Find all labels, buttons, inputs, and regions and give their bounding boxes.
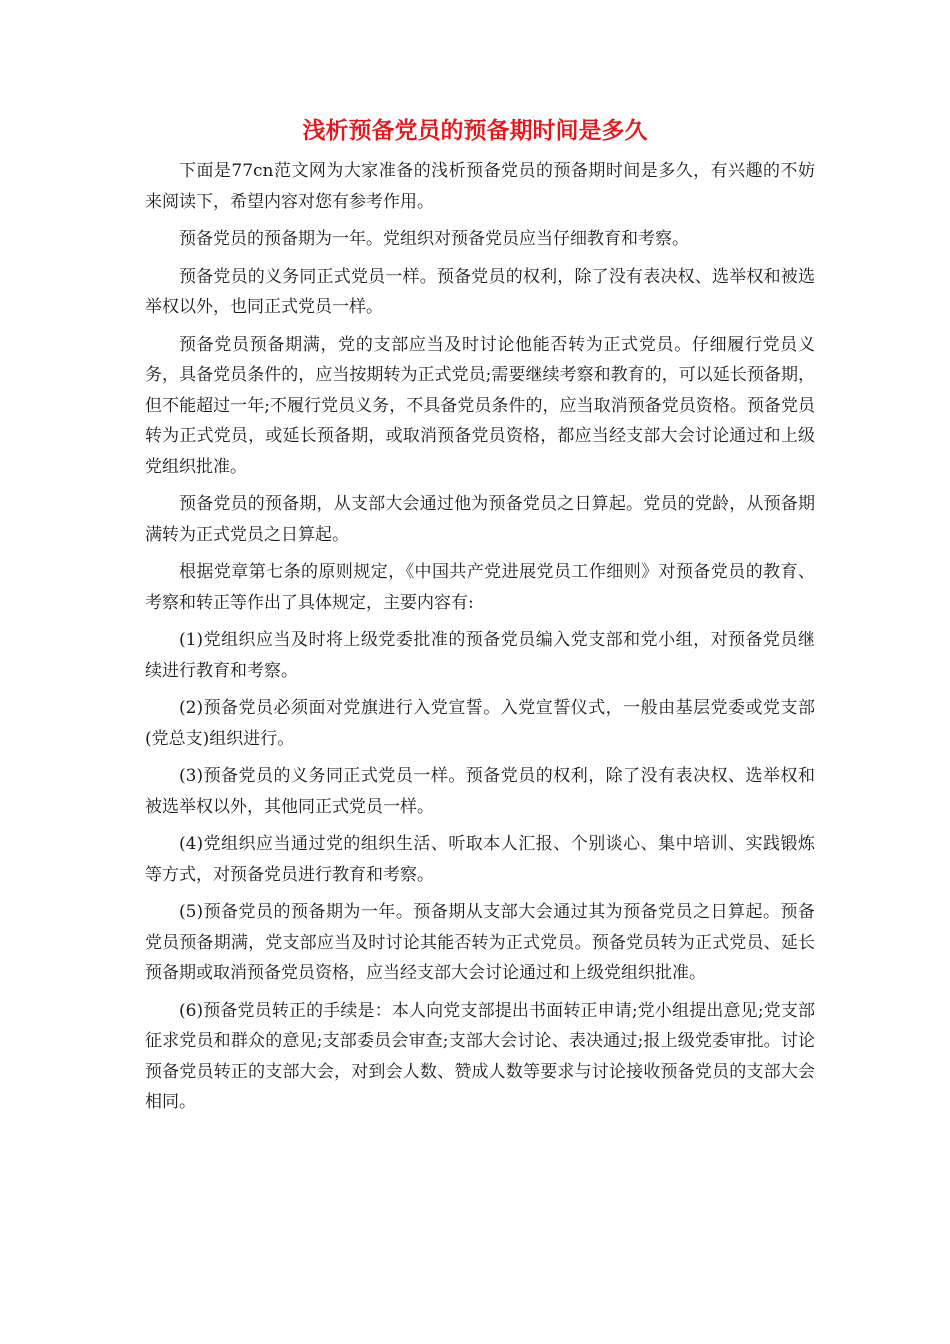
paragraph-regulations: 根据党章第七条的原则规定，《中国共产党进展党员工作细则》对预备党员的教育、考察和转正等作出了具体规定，主要内容有: xyxy=(145,562,815,613)
paragraph-probation-end: 预备党员预备期满，党的支部应当及时讨论他能否转为正式党员。仔细履行党员义务，具备党员条件的，应当按期转为正式党员;需要继续考察和教育的，可以延长预备期，但不能超过一年;不履行党员义务，不具备党员条件的，应当取消预备党员资格。预备党员转为正式党员，或延长预备期，或取消预备党员资格，都应当经支部大会讨论通过和上级党组织批准。 xyxy=(145,334,815,477)
paragraph-item-2: (2)预备党员必须面对党旗进行入党宣誓。入党宣誓仪式，一般由基层党委或党支部(党总支)组织进行。 xyxy=(145,698,815,749)
paragraph-item-3: (3)预备党员的义务同正式党员一样。预备党员的权利，除了没有表决权、选举权和被选举权以外，其他同正式党员一样。 xyxy=(145,766,815,817)
paragraph-item-6: (6)预备党员转正的手续是：本人向党支部提出书面转正申请;党小组提出意见;党支部征求党员和群众的意见;支部委员会审查;支部大会讨论、表决通过;报上级党委审批。讨论预备党员转正的支部大会，对到会人数、赞成人数等要求与讨论接收预备党员的支部大会相同。 xyxy=(145,1000,815,1112)
paragraph-item-4: (4)党组织应当通过党的组织生活、听取本人汇报、个别谈心、集中培训、实践锻炼等方式，对预备党员进行教育和考察。 xyxy=(145,834,815,885)
paragraph-intro: 下面是77cn范文网为大家准备的浅析预备党员的预备期时间是多久，有兴趣的不妨来阅读下，希望内容对您有参考作用。 xyxy=(145,161,815,212)
paragraph-item-5: (5)预备党员的预备期为一年。预备期从支部大会通过其为预备党员之日算起。预备党员预备期满，党支部应当及时讨论其能否转为正式党员。预备党员转为正式党员、延长预备期或取消预备党员资格，应当经支部大会讨论通过和上级党组织批准。 xyxy=(145,902,815,983)
paragraph-party-age: 预备党员的预备期，从支部大会通过他为预备党员之日算起。党员的党龄，从预备期满转为正式党员之日算起。 xyxy=(145,494,815,545)
paragraph-item-1: (1)党组织应当及时将上级党委批准的预备党员编入党支部和党小组，对预备党员继续进行教育和考察。 xyxy=(145,630,815,681)
document-title: 浅析预备党员的预备期时间是多久 xyxy=(302,118,648,144)
paragraph-probation-period: 预备党员的预备期为一年。党组织对预备党员应当仔细教育和考察。 xyxy=(179,229,689,249)
paragraph-obligations: 预备党员的义务同正式党员一样。预备党员的权利，除了没有表决权、选举权和被选举权以外，也同正式党员一样。 xyxy=(145,266,815,317)
document-body xyxy=(145,156,815,1125)
